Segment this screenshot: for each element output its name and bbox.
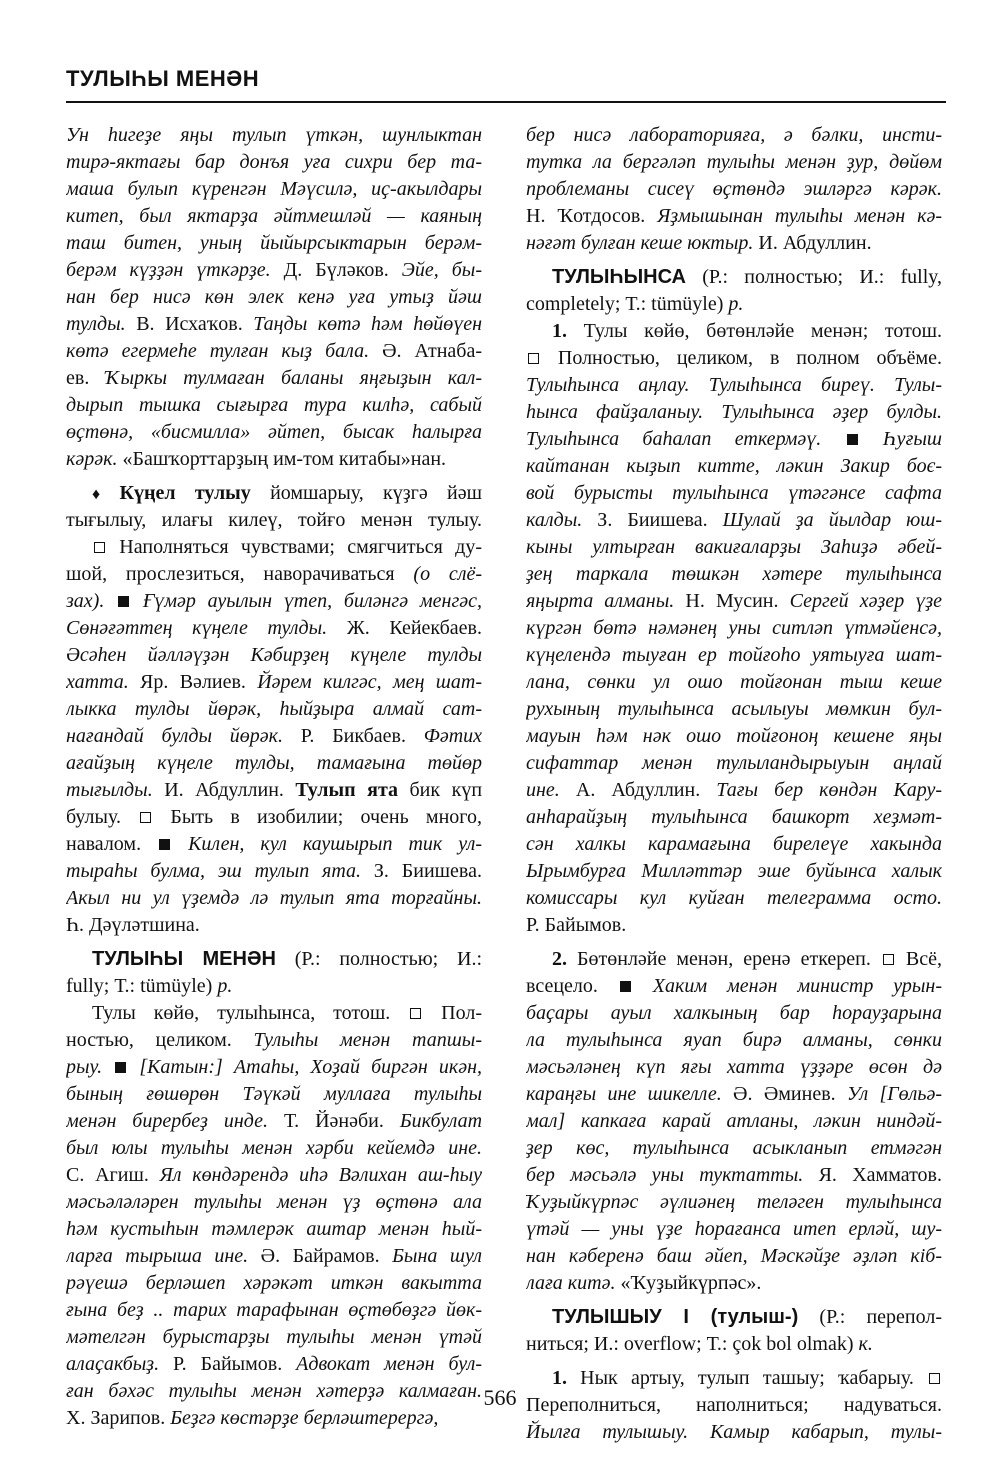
- text-line: нан кәберенә баш әйеп, Мәскәйҙе әҙләп кіб-: [526, 1245, 942, 1267]
- text-line: мәтелгән бурыстарҙы тулыһы менән үтәй: [66, 1326, 482, 1348]
- text-line: Сөнәғәттең күңеле тулды. Ж. Кейекбаев.: [66, 617, 482, 639]
- text-line: бер нисә лабораторияға, ә бәлки, инсти-: [526, 124, 942, 146]
- page-number: 566: [483, 1385, 517, 1410]
- paragraph-gap: [526, 257, 942, 264]
- text-line: хатта. Яр. Вәлиев. Йәрем килгәс, мең шат-: [66, 671, 482, 693]
- left-column: [66, 122, 482, 1432]
- text-line: ҙең таркала төшкән хәтере тулыһынса: [526, 563, 942, 585]
- text-line: мал] капкаға карай атланы, ләкин ниндәй-: [526, 1110, 942, 1132]
- text-line: ностью, целиком. Тулыһы менән тапшы-: [66, 1029, 482, 1051]
- text-line: ев. Ҡыркы тулмаған баланы яңғыҙын кал-: [66, 367, 482, 389]
- text-line: караңғы ине шикелле. Ә. Әминев. Ул [Гөльә-: [526, 1083, 942, 1105]
- text-line: всецело. Хаким менән министр урын-: [526, 975, 942, 997]
- text-line: китеп, был яктарҙа әйтмешләй — каяның: [66, 205, 482, 227]
- text-line: был юлы тулыһы менән хәрби кейемдә ине.: [66, 1137, 482, 1159]
- text-line: менән бирербеҙ инде. Т. Йәнәби. Бикбулат: [66, 1110, 482, 1132]
- text-line: ТУЛЫҺЫ МЕНӘН (Р.: полностью; И.:: [92, 948, 482, 970]
- text-line: кыны ултырған вакиғаларҙы Заһиҙә әбей-: [526, 536, 942, 558]
- text-line: Х. Зарипов. Беҙгә көстәрҙе берләштерергә,: [66, 1407, 439, 1429]
- text-line: кайтанан кыҙып китте, ләкин Закир боє-: [526, 455, 942, 477]
- text-line: таш битен, уның йыйырсыктарын берәм-: [66, 232, 482, 254]
- text-line: мауын һәм нәк ошо тойғоноң кешене яңы: [526, 725, 942, 747]
- paragraph-gap: [526, 939, 942, 946]
- text-line: зах). Ғүмәр ауылын үтеп, биләнгә менгәс,: [66, 590, 482, 612]
- paragraph-gap: [66, 473, 482, 480]
- text-line: калды. З. Биишева. Шулай ҙа йылдар юш-: [526, 509, 942, 531]
- text-line: Әсәһен йәлләүҙән Кәбирҙең күңеле тулды: [66, 644, 482, 666]
- text-line: Тулыһынса баһалап еткермәү. Һуғыш: [526, 428, 942, 450]
- text-line: мәсьәләләрен тулыһы менән үҙ өҫтөнә ала: [66, 1191, 482, 1213]
- text-line: ТУЛЫШЫУ I (тулыш-) (Р.: перепол-: [552, 1306, 942, 1328]
- text-line: маша булып күренгән Мәүсилә, иҫ-акылдары: [66, 178, 482, 200]
- text-line: лана, сөнки ул ошо тойғонан тыш кеше: [526, 671, 942, 693]
- text-line: рухының тулыһынса асылыуы мөмкин бул-: [526, 698, 942, 720]
- text-line: үтәй — уны үҙе һорағанса итеп ерләй, шу-: [526, 1218, 942, 1240]
- text-line: навалом. Килен, кул каушырып тик ул-: [66, 833, 482, 855]
- text-line: 1. Нык артыу, тулып ташыу; ҡабарыу.: [526, 1365, 942, 1392]
- text-line: тығылыу, илағы килеү, тойғо менән тулыу.: [66, 509, 482, 531]
- header-rule: [66, 101, 946, 103]
- text-line: Акыл ни ул үҙемдә лә тулып ята торғайны.: [66, 887, 482, 909]
- text-line: тирә-яктағы бар донъя уға сихри бер та-: [66, 151, 482, 173]
- text-line: һәм кустыһын тәмлерәк аштар менән һый-: [66, 1218, 482, 1240]
- text-line: вой бурысты тулыһынса үтәгәнсе сафта: [526, 482, 942, 504]
- text-line: ғына беҙ .. тарих тарафынан өҫтөбөҙгә йөк-: [66, 1299, 482, 1321]
- text-line: Ырымбурға Милләттәр эше буйынса халык: [526, 860, 942, 882]
- text-line: ниться; И.: overflow; Т.: çok bol olmak) к.: [526, 1333, 873, 1355]
- text-line: ине. А. Абдуллин. Тағы бер көндән Кару-: [526, 779, 942, 801]
- text-line: Р. Байымов.: [526, 914, 627, 936]
- text-line: Тулыһынса аңлау. Тулыһынса биреү. Тулы-: [526, 374, 942, 396]
- text-line: ♦ Күңел тулыу йомшарыу, күҙгә йәш: [92, 482, 482, 504]
- text-line: тығылды. И. Абдуллин. Тулып ята бик күп: [66, 779, 482, 801]
- text-line: completely; Т.: tümüyle) р.: [526, 293, 744, 315]
- right-column: [526, 122, 942, 1446]
- text-line: мәсьәләнең күп яғы хатта үҙҙәре өсөн дә: [526, 1056, 942, 1078]
- text-line: тутка ла бергәләп тулыһы менән ҙур, дөйөм: [526, 151, 942, 173]
- text-line: нағандай булды йөрәк. Р. Бикбаев. Фәтих: [66, 725, 482, 747]
- text-line: ларға тырыша ине. Ә. Байрамов. Бына шул: [66, 1245, 482, 1267]
- text-line: алаҫакбыҙ. Р. Байымов. Адвокат менән бул-: [66, 1353, 482, 1375]
- paragraph-gap: [526, 1297, 942, 1304]
- text-line: Переполниться, наполниться; надуваться.: [526, 1394, 942, 1416]
- text-line: көтә егермеһе тулған кыҙ бала. Ә. Атнаба-: [66, 340, 482, 362]
- text-line: күргән бөтә нәмәнең уны ситләп үтмәйенсә,: [526, 617, 942, 639]
- text-line: fully; Т.: tümüyle) р.: [66, 975, 233, 997]
- text-line: бының ғөшөрөн Тәүкәй муллаға тулыһы: [66, 1083, 482, 1105]
- text-line: рәүешә берләшеп хәрәкәт иткән вакытта: [66, 1272, 482, 1294]
- text-line: яңырта алманы. Н. Мусин. Сергей хәҙер үҙе: [526, 590, 942, 612]
- text-line: анһарайҙың тулыһынса башкорт хеҙмәт-: [526, 806, 942, 828]
- text-line: өҫтөнә, «бисмилла» әйтеп, бысак һалырға: [66, 421, 482, 443]
- text-line: Йылға тулышыу. Камыр кабарып, тулы-: [526, 1421, 942, 1443]
- text-line: лаға китә. «Ҡуҙыйкүрпәс».: [526, 1272, 762, 1294]
- text-line: күңелендә тыуған ер тойғоһо уятыуға шат-: [526, 644, 942, 666]
- text-line: 1. Тулы көйө, бөтөнләйе менән; тотош.: [552, 320, 942, 342]
- text-line: Н. Ҡотдосов. Яҙмышынан тулыһы менән кә-: [526, 205, 942, 227]
- running-head: ТУЛЫҺЫ МЕНӘН: [66, 66, 260, 91]
- text-line: Ҡуҙыйкүрпәс әүлиәнең теләген тулыһынса: [526, 1191, 942, 1213]
- text-line: Һ. Дәүләтшина.: [66, 914, 200, 936]
- text-line: комиссары кул куйған телеграмма осто.: [526, 887, 942, 909]
- text-line: кәрәк. «Башҡорттарҙың им-том китабы»нан.: [66, 448, 447, 470]
- text-line: С. Агиш. Ял көндәрендә иһә Вәлихан аш-һыу: [66, 1164, 482, 1186]
- text-line: берәм күҙҙән үткәрҙе. Д. Бүләков. Эйе, бы-: [66, 259, 482, 281]
- text-line: ған бәхәс тулыһы менән хәтерҙә калмаған.: [66, 1380, 482, 1402]
- text-line: сән халкы карамағына бирелеүе хакында: [526, 833, 942, 855]
- text-line: булыу. Быть в изобилии; очень много,: [66, 806, 482, 828]
- text-line: Наполняться чувствами; смягчиться ду-: [66, 534, 482, 561]
- text-line: ағайҙың күңеле тулды, тамағына төйөр: [66, 752, 482, 774]
- paragraph-gap: [526, 1358, 942, 1365]
- text-line: 2. Бөтөнләйе менән, еренә еткереп. Всё,: [552, 948, 942, 970]
- text-line: Полностью, целиком, в полном объёме.: [526, 345, 942, 372]
- text-line: тыраһы булма, эш тулып ята. З. Биишева.: [66, 860, 482, 882]
- text-line: Тулы көйө, тулыһынса, тотош. Пол-: [92, 1002, 482, 1024]
- text-line: бер мәсьәлә уны туктатты. Я. Хамматов.: [526, 1164, 942, 1186]
- text-line: Ун һигеҙе яңы тулып үткән, шунлыктан: [66, 124, 482, 146]
- text-line: дырып тышка сығырға тура килһә, сабый: [66, 394, 482, 416]
- text-line: рыу. [Катын:] Атаһы, Хоҙай биргән икән,: [66, 1056, 482, 1078]
- paragraph-gap: [66, 939, 482, 946]
- text-line: ла тулыһынса яуап бирә алманы, сөнки: [526, 1029, 942, 1051]
- text-line: сифаттар менән тулыландырыуын аңлай: [526, 752, 942, 774]
- text-line: ТУЛЫҺЫНСА (Р.: полностью; И.: fully,: [552, 266, 942, 288]
- text-line: лыкка тулды йөрәк, һыйҙыра алмай сат-: [66, 698, 482, 720]
- text-line: проблеманы сисеү өҫтөндә эшләргә кәрәк.: [526, 178, 942, 200]
- text-line: ҙер көс, тулыһынса асыкланып етмәгән: [526, 1137, 942, 1159]
- text-line: шой, прослезиться, наворачиваться (о слё-: [66, 563, 482, 585]
- text-line: нан бер нисә көн элек кенә уға утыҙ йәш: [66, 286, 482, 308]
- text-line: тулды. В. Исхаҡов. Таңды көтә һәм һөйөүен: [66, 313, 482, 335]
- text-line: нәғәт булған кеше юктыр. И. Абдуллин.: [526, 232, 872, 254]
- text-line: баҫары ауыл халкының бар һорауҙарына: [526, 1002, 942, 1024]
- text-line: һынса файҙаланыу. Тулыһынса әҙер булды.: [526, 401, 942, 423]
